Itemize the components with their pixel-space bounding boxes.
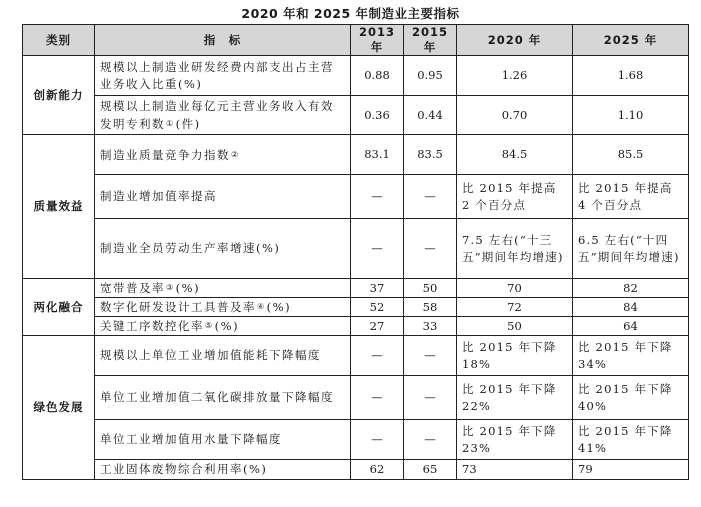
value-2020: 比 2015 年下降 23% <box>457 420 573 460</box>
value-2015: 33 <box>404 317 457 336</box>
indicator-text: 数字化研发设计工具普及率 <box>100 300 256 314</box>
footnote-marker: ③ <box>166 283 175 292</box>
indicator-text: 规模以上制造业每亿元主营业务收入有效发明专利数 <box>100 98 334 131</box>
value-2015: — <box>404 376 457 420</box>
value-2015: — <box>404 420 457 460</box>
table-row <box>23 96 689 135</box>
value-2020: 7.5 左右(“十三五”期间年均增速) <box>457 219 573 279</box>
value-2025: 1.68 <box>573 56 689 96</box>
value-2020: 比 2015 年提高 2 个百分点 <box>457 175 573 219</box>
indicator-text: 制造业增加值率提高 <box>100 189 217 203</box>
indicators-table <box>22 24 689 480</box>
indicator-cell <box>95 336 351 376</box>
indicator-cell <box>95 175 351 219</box>
value-2013: 0.88 <box>351 56 404 96</box>
category-green: 绿色发展 <box>23 336 95 480</box>
value-2025: 比 2015 年下降 41% <box>573 420 689 460</box>
table-row <box>23 298 689 317</box>
value-2020: 70 <box>457 279 573 298</box>
value-2015: 83.5 <box>404 135 457 175</box>
footnote-marker: ① <box>166 118 175 128</box>
value-2015: 65 <box>404 460 457 480</box>
value-2015: — <box>404 219 457 279</box>
table-row <box>23 175 689 219</box>
table-row <box>23 279 689 298</box>
value-2015: 50 <box>404 279 457 298</box>
value-2025: 比 2015 年下降 40% <box>573 376 689 420</box>
table-row <box>23 56 689 96</box>
value-2015: — <box>404 336 457 376</box>
indicator-text: 单位工业增加值用水量下降幅度 <box>100 432 282 446</box>
header-indicator: 指 标 <box>95 25 351 56</box>
category-innovation: 创新能力 <box>23 56 95 135</box>
indicator-unit: (%) <box>266 300 292 314</box>
category-integration: 两化融合 <box>23 279 95 336</box>
value-2020: 72 <box>457 298 573 317</box>
footnote-marker: ④ <box>257 302 266 311</box>
indicator-cell <box>95 135 351 175</box>
indicator-cell <box>95 56 351 96</box>
indicator-unit: (件) <box>175 116 201 131</box>
indicator-text: 宽带普及率 <box>100 281 165 295</box>
value-2013: — <box>351 376 404 420</box>
indicator-text: 规模以上制造业研发经费内部支出占主营业务收入比重(%) <box>100 59 334 91</box>
value-2013: 52 <box>351 298 404 317</box>
indicator-cell <box>95 96 351 135</box>
value-2020: 50 <box>457 317 573 336</box>
header-2015: 2015 年 <box>404 25 457 56</box>
value-2025: 64 <box>573 317 689 336</box>
indicator-cell <box>95 279 351 298</box>
value-2015: 0.95 <box>404 56 457 96</box>
value-2013: — <box>351 336 404 376</box>
header-2025: 2025 年 <box>573 25 689 56</box>
value-2020: 0.70 <box>457 96 573 135</box>
table-row <box>23 460 689 480</box>
value-2013: — <box>351 175 404 219</box>
indicator-cell <box>95 219 351 279</box>
indicator-text: 制造业全员劳动生产率增速(%) <box>100 241 281 255</box>
value-2013: 0.36 <box>351 96 404 135</box>
header-2020: 2020 年 <box>457 25 573 56</box>
indicator-unit: (%) <box>214 319 240 333</box>
header-2013: 2013 年 <box>351 25 404 56</box>
indicator-cell <box>95 317 351 336</box>
table-row <box>23 376 689 420</box>
value-2015: 58 <box>404 298 457 317</box>
indicator-text: 制造业质量竞争力指数 <box>100 147 230 162</box>
value-2013: 27 <box>351 317 404 336</box>
value-2013: 62 <box>351 460 404 480</box>
value-2025: 85.5 <box>573 135 689 175</box>
value-2025: 比 2015 年提高 4 个百分点 <box>573 175 689 219</box>
value-2025: 82 <box>573 279 689 298</box>
indicator-text: 单位工业增加值二氧化碳排放量下降幅度 <box>100 390 334 404</box>
value-2020: 1.26 <box>457 56 573 96</box>
value-2013: — <box>351 420 404 460</box>
table-row <box>23 219 689 279</box>
value-2020: 比 2015 年下降 22% <box>457 376 573 420</box>
table-row <box>23 420 689 460</box>
value-2013: — <box>351 219 404 279</box>
table-title: 2020 年和 2025 年制造业主要指标 <box>241 6 460 21</box>
indicator-cell <box>95 298 351 317</box>
indicator-cell <box>95 376 351 420</box>
category-quality: 质量效益 <box>23 135 95 279</box>
table-row <box>23 317 689 336</box>
table-row <box>23 135 689 175</box>
value-2015: 0.44 <box>404 96 457 135</box>
footnote-marker: ② <box>231 149 240 159</box>
footnote-marker: ⑤ <box>205 321 214 330</box>
value-2020: 73 <box>457 460 573 480</box>
value-2013: 37 <box>351 279 404 298</box>
indicator-text: 关键工序数控化率 <box>100 319 204 333</box>
value-2025: 比 2015 年下降 34% <box>573 336 689 376</box>
indicator-text: 规模以上单位工业增加值能耗下降幅度 <box>100 348 321 362</box>
value-2020: 84.5 <box>457 135 573 175</box>
header-category: 类别 <box>23 25 95 56</box>
indicator-cell <box>95 420 351 460</box>
header-row <box>23 25 689 56</box>
value-2015: — <box>404 175 457 219</box>
indicator-cell <box>95 460 351 480</box>
value-2013: 83.1 <box>351 135 404 175</box>
value-2025: 1.10 <box>573 96 689 135</box>
value-2025: 84 <box>573 298 689 317</box>
value-2025: 6.5 左右(“十四五”期间年均增速) <box>573 219 689 279</box>
value-2025: 79 <box>573 460 689 480</box>
indicator-unit: (%) <box>175 281 201 295</box>
value-2020: 比 2015 年下降 18% <box>457 336 573 376</box>
indicator-text: 工业固体废物综合利用率(%) <box>100 462 268 476</box>
table-row <box>23 336 689 376</box>
